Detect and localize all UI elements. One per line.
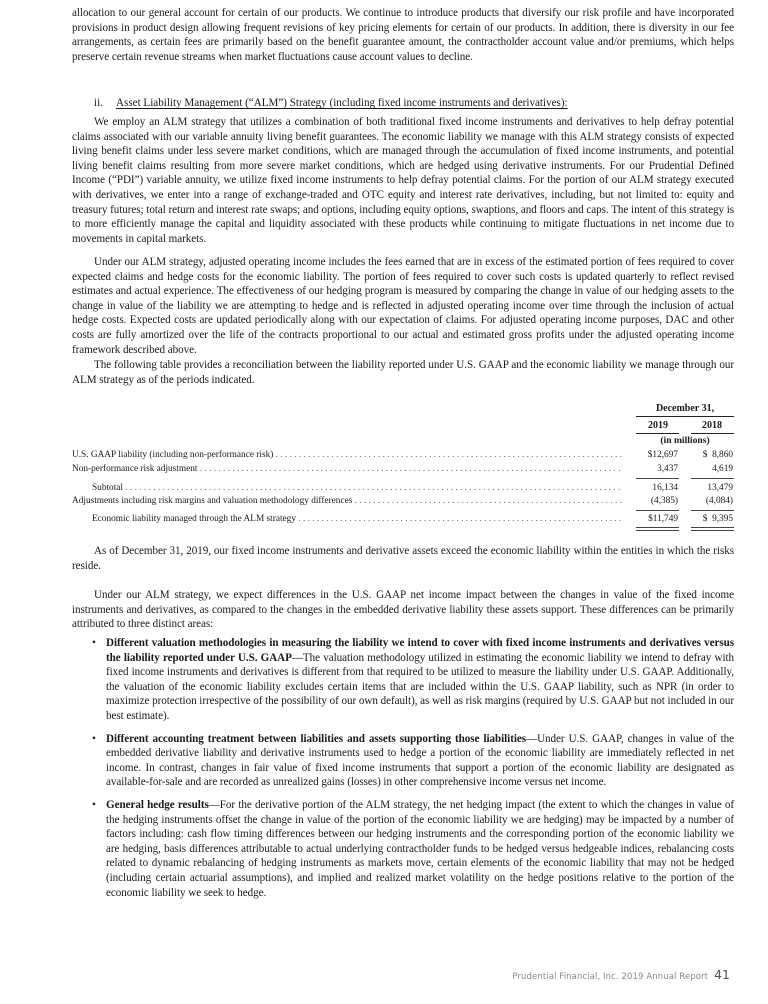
item-heading: Different valuation methodologies in measuring the liability we intend to cover with fixed income instruments and derivatives versus the liability reported under U.S. GAAP [106,637,734,664]
row-label: Subtotal . . . [92,482,622,495]
header-rule [636,416,734,417]
total-rule [636,510,679,511]
section-title: Asset Liability Management (“ALM”) Strategy (including fixed income instruments and derivatives): [116,97,568,109]
paragraph-gaap-differences: Under our ALM strategy, we expect differences in the U.S. GAAP net income impact between the changes in value of the fixed income instruments and derivatives, as compared to the changes in the embedded derivative liability these assets support. These differences can be primarily attributed to three distinct areas: [72,589,734,631]
paragraph-table-intro: The following table provides a reconciliation between the liability reported under U.S. GAAP and the economic liability we manage through our ALM strategy as of the periods indicated. [72,359,734,386]
total-rule [691,510,734,511]
differences-list [72,636,734,908]
grand-total-double-rule [636,527,679,531]
column-header-2019: 2019 [648,420,668,431]
table-row-subtotal [72,482,734,495]
value-2018: 4,619 [712,464,733,474]
bullet-icon: • [92,732,96,745]
paragraph-adjusted-operating-income: Under our ALM strategy, adjusted operating income includes the fees earned that are in excess of the estimated portion of fees required to cover expected claims and hedge costs for the economic liability. The portion of fees required to cover such costs is updated quarterly to reflect revised estimates and actual experience. The effectiveness of our hedging program is measured by comparing the change in value of our hedging assets to the change in value of the liability we are attempting to hedge and is reflected in adjusted operating income over time through the inclusion of actual hedge costs. Expected costs are updated periodically along with our expectation of claims. For adjusted operating income purposes, DAC and other costs are fully amortized over the life of the contracts proportional to our actual and estimated gross profits under the adjusted operating income framework described above. [72,256,734,356]
table-row-gaap-liability [72,449,734,462]
list-item-accounting-treatment [72,732,734,790]
year-rule [636,433,679,434]
table-row-npr-adjustment [72,463,734,476]
value-2018: (4,084) [705,496,733,506]
item-text: —For the derivative portion of the ALM strategy, the net hedging impact (the extent to which the changes in value of the hedging instruments offset the change in value of the portion of the economic liability we are hedging) may be impacted by a number of factors including: cash flow timing differences between our hedging instruments and the corresponding portion of the economic liability we are hedging, basis differences attributable to actual underlying contractholder funds to be hedged versus hedgeable indices, rebalancing costs related to dynamic rebalancing of hedging instruments as markets move, certain elements of the economic liability that may not be hedged (including certain actuarial assumptions), and implied and realized market volatility on the hedge positions relative to the portion of the economic liability we seek to hedge. [106,798,734,899]
row-label: Adjustments including risk margins and valuation methodology differences . . . [72,495,622,508]
paragraph-alm-strategy: We employ an ALM strategy that utilizes a combination of both traditional fixed income instruments and derivatives to help defray potential claims associated with our variable annuity living benefit guarantees. The economic liability we manage with this ALM strategy consists of expected living benefit claims under less severe market conditions, which are managed through the accumulation of fixed income instruments, and potential living benefit claims resulting from more severe market conditions, which are hedged using derivative instruments. For our Prudential Defined Income (“PDI”) variable annuity, we utilize fixed income instruments to help defray potential claims. For the portion of our ALM strategy executed with derivatives, we enter into a range of exchange-traded and OTC equity and interest rate derivatives, including, but not limited to: equity and treasury futures; total return and interest rate swaps; and options, including equity options, swaptions, and floors and caps. The intent of this strategy is to more efficiently manage the capital and liquidity associated with these products while continuing to mitigate fluctuations in net income due to movements in capital markets. [72,116,734,245]
bullet-icon: • [92,637,96,649]
item-heading: Different accounting treatment between liabilities and assets supporting those liabilities [106,732,527,745]
section-heading-alm [94,96,568,110]
paragraph-fee-arrangements: allocation to our general account for certain of our products. We continue to introduce products that diversify our risk profile and have incorporated provisions in product design allowing frequent revisions of key pricing elements for certain of our products. In addition, there is diversity in our fee arrangements, as certain fees are primarily based on the benefit guarantee amount, the contractholder account value and/or premiums, which helps preserve certain revenue streams when market fluctuations cause account values to decline. [72,7,734,63]
year-rule [691,433,734,434]
page-footer [512,966,730,984]
table-row-economic-liability [72,513,734,526]
table-header-period: December 31, [655,403,715,414]
subtotal-rule [636,478,679,479]
table-unit-label: (in millions) [660,435,710,446]
list-item-valuation-methodologies [72,636,734,724]
value-2019: $11,749 [648,514,678,524]
section-number: ii. [94,97,103,109]
item-text: —Under U.S. GAAP, changes in value of the embedded derivative liability and derivative instruments used to hedge a portion of the economic liability are immediately reflected in net income. In contrast, changes in fair value of fixed income instruments that support a portion of the economic liability are designated as available-for-sale and are recorded as unrealized gains (losses) in other comprehensive income versus net income. [106,732,734,789]
footer-report-title: Prudential Financial, Inc. 2019 Annual Report [512,972,709,982]
row-label: Economic liability managed through the ALM strategy . . . [92,513,622,526]
item-heading: General hedge results [106,798,209,811]
value-2019: $12,697 [647,450,678,460]
item-text: —The valuation methodology utilized in estimating the economic liability we intend to defray with fixed income instruments and derivatives is different from that required to be utilized to measure the liability under U.S. GAAP. Additionally, the valuation of the economic liability excludes certain items that are included within the U.S. GAAP liability, such as NPR (in order to maximize protection irrespective of the possibility of our own default), as well as risk margins (required by U.S. GAAP but not included in our best estimate). [106,651,735,722]
subtotal-rule [691,478,734,479]
row-label: U.S. GAAP liability (including non-performance risk) . . . [72,449,622,462]
value-2019: 16,134 [652,483,678,493]
value-2018: $ 9,395 [702,514,733,524]
page-number: 41 [714,967,730,982]
grand-total-double-rule [691,527,734,531]
value-2018: 13,479 [707,483,733,493]
table-row-adjustments [72,495,734,508]
paragraph-assets-exceed-liability: As of December 31, 2019, our fixed income instruments and derivative assets exceed the economic liability within the entities in which the risks reside. [72,545,734,572]
value-2019: 3,437 [657,464,678,474]
bullet-icon: • [92,798,96,811]
value-2019: (4,385) [650,496,678,506]
value-2018: $ 8,860 [702,450,733,460]
row-label: Non-performance risk adjustment . . . [72,463,622,476]
list-item-general-hedge-results [72,798,734,900]
column-header-2018: 2018 [702,420,722,431]
